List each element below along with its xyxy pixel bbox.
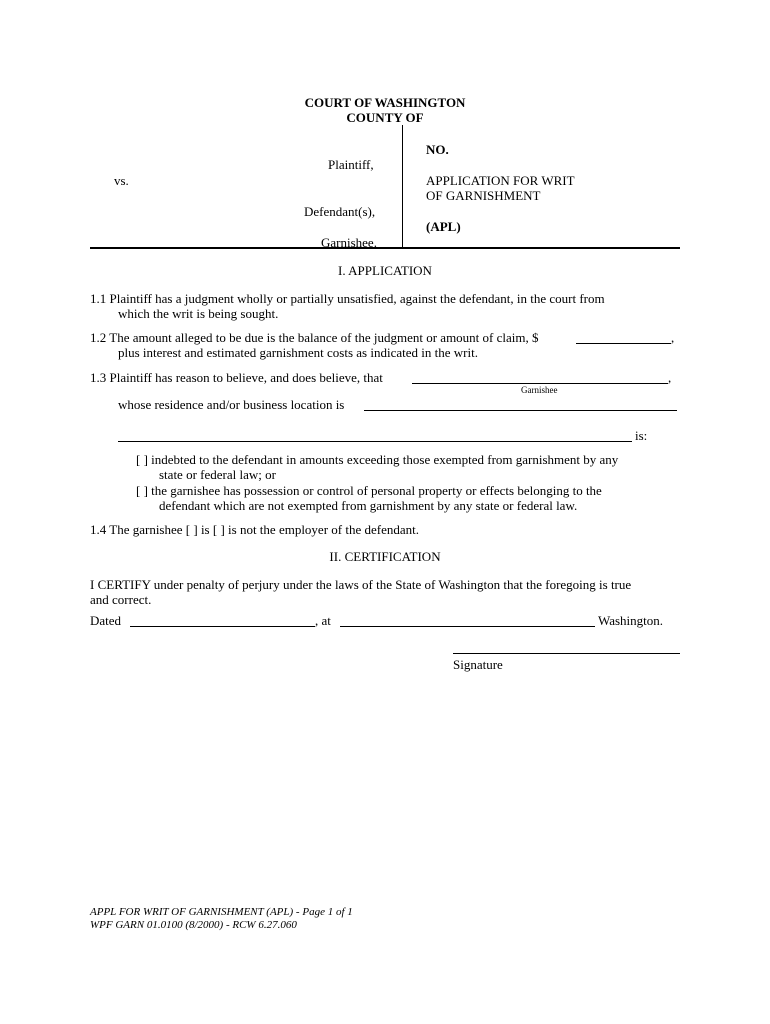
certification-text-line2: and correct.	[90, 592, 152, 607]
residence-location-blank[interactable]	[364, 410, 677, 411]
footer-line2: WPF GARN 01.0100 (8/2000) - RCW 6.27.060	[90, 919, 297, 931]
option-possession-line1[interactable]: [ ] the garnishee has possession or control of personal property or effects belonging to the	[136, 483, 602, 498]
para-1-1-line2: which the writ is being sought.	[118, 306, 279, 321]
document-code: (APL)	[426, 219, 461, 234]
dated-label: Dated	[90, 613, 122, 628]
county-label: COUNTY OF	[346, 110, 424, 125]
garnishee-name-blank[interactable]	[412, 383, 668, 384]
amount-blank[interactable]	[576, 343, 671, 344]
vs-label: vs.	[114, 173, 129, 188]
application-heading: I. APPLICATION	[338, 263, 432, 278]
para-1-4[interactable]: 1.4 The garnishee [ ] is [ ] is not the employer of the defendant.	[90, 522, 419, 537]
para-1-3-line1: 1.3 Plaintiff has reason to believe, and does believe, that	[90, 370, 383, 385]
plaintiff-label: Plaintiff,	[328, 157, 374, 172]
option-indebted-line1[interactable]: [ ] indebted to the defendant in amounts exceeding those exempted from garnishment by any	[136, 452, 619, 467]
para-1-3-line2: whose residence and/or business location is	[118, 397, 345, 412]
caption-vertical-divider	[402, 125, 403, 248]
footer-line1: APPL FOR WRIT OF GARNISHMENT (APL) - Page 1 of 1	[90, 906, 353, 918]
document-title-line1: APPLICATION FOR WRIT	[426, 173, 575, 188]
signature-line[interactable]	[453, 653, 680, 654]
court-name: COURT OF WASHINGTON	[304, 95, 466, 110]
para-1-2-comma: ,	[671, 330, 675, 345]
city-blank[interactable]	[340, 626, 595, 627]
date-blank[interactable]	[130, 626, 315, 627]
document-title-line2: OF GARNISHMENT	[426, 188, 541, 203]
residence-location-blank-2[interactable]	[118, 441, 632, 442]
certification-text-line1: I CERTIFY under penalty of perjury under the laws of the State of Washington that the foregoing is true	[90, 577, 632, 592]
garnishee-label: Garnishee.	[321, 235, 377, 250]
option-indebted-line2: state or federal law; or	[159, 467, 276, 482]
defendant-label: Defendant(s),	[304, 204, 376, 219]
para-1-2-line2: plus interest and estimated garnishment costs as indicated in the writ.	[118, 345, 478, 360]
caption-horizontal-divider	[90, 247, 680, 249]
para-1-3-comma: ,	[668, 370, 672, 385]
para-1-3-is: is:	[635, 428, 648, 443]
at-label: , at	[315, 613, 331, 628]
para-1-1-line1: 1.1 Plaintiff has a judgment wholly or partially unsatisfied, against the defendant, in the court from	[90, 291, 605, 306]
certification-heading: II. CERTIFICATION	[329, 549, 441, 564]
signature-label: Signature	[453, 657, 503, 672]
case-number-label: NO.	[426, 142, 449, 157]
garnishee-caption: Garnishee	[521, 385, 558, 395]
option-possession-line2: defendant which are not exempted from garnishment by any state or federal law.	[159, 498, 578, 513]
para-1-2-line1: 1.2 The amount alleged to be due is the balance of the judgment or amount of claim, $	[90, 330, 539, 345]
washington-label: Washington.	[598, 613, 664, 628]
